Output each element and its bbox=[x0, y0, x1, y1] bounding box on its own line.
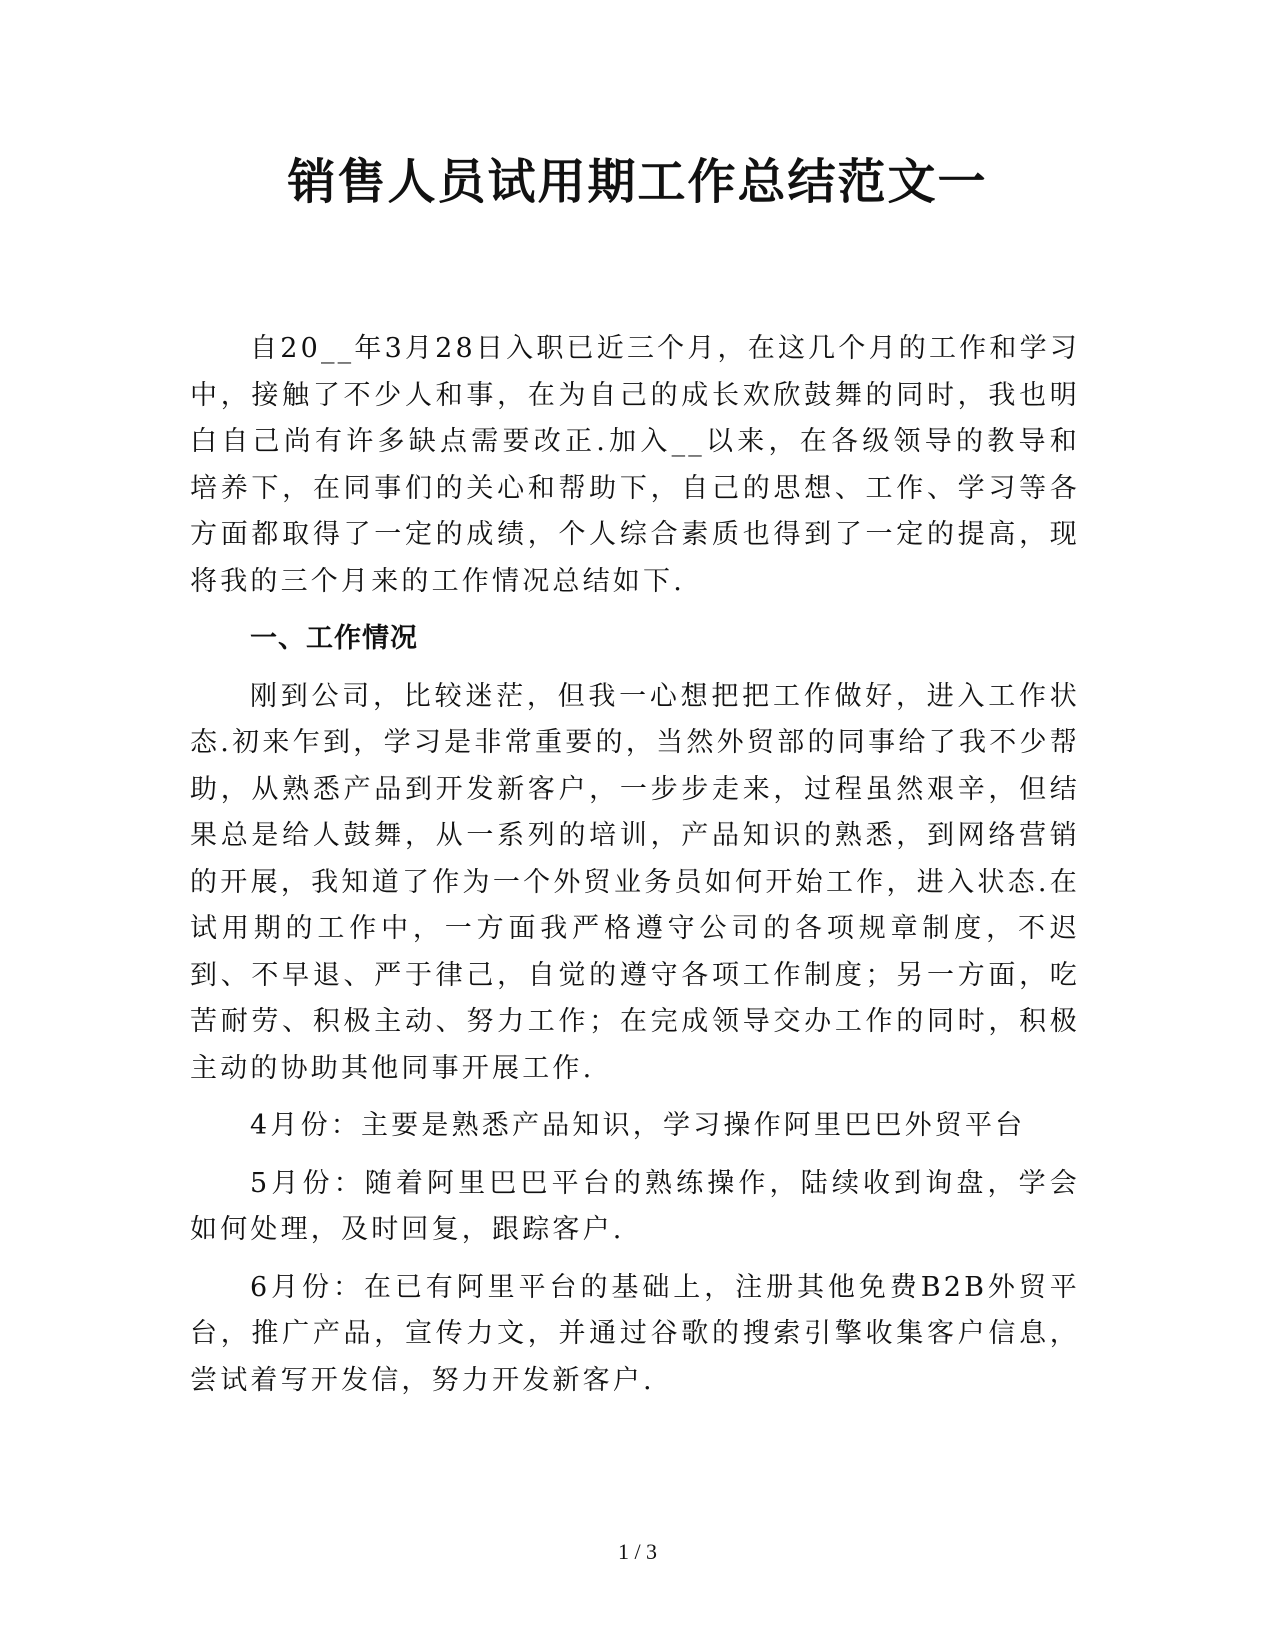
section-heading-work-status: 一、工作情况 bbox=[250, 623, 418, 654]
work-status-paragraph: 刚到公司，比较迷茫，但我一心想把把工作做好，进入工作状态.初来乍到，学习是非常重要的，当然外贸部的同事给了我不少帮助，从熟悉产品到开发新客户，一步步走来，过程虽然艰辛，但结果总是给人鼓舞，从一系列的培训，产品知识的熟悉，到网络营销的开展，我知道了作为一个外贸业务员如何开始工作，进入状态.在试用期的工作中，一方面我严格遵守公司的各项规章制度，不迟到、不早退、严于律己，自觉的遵守各项工作制度；另一方面，吃苦耐劳、积极主动、努力工作；在完成领导交办工作的同时，积极主动的协助其他同事开展工作. bbox=[190, 680, 1080, 1084]
intro-paragraph: 自20__年3月28日入职已近三个月，在这几个月的工作和学习中，接触了不少人和事，在为自己的成长欢欣鼓舞的同时，我也明白自己尚有许多缺点需要改正.加入__以来，在各级领导的教导和培养下，在同事们的关心和帮助下，自己的思想、工作、学习等各方面都取得了一定的成绩，个人综合素质也得到了一定的提高，现将我的三个月来的工作情况总结如下. bbox=[190, 333, 1080, 597]
april-paragraph: 4月份：主要是熟悉产品知识，学习操作阿里巴巴外贸平台 bbox=[250, 1110, 1026, 1141]
may-paragraph: 5月份：随着阿里巴巴平台的熟练操作，陆续收到询盘，学会如何处理，及时回复，跟踪客户. bbox=[190, 1167, 1080, 1245]
page-number: 1 / 3 bbox=[617, 1539, 658, 1564]
document-body bbox=[190, 326, 1080, 1415]
june-paragraph: 6月份：在已有阿里平台的基础上，注册其他免费B2B外贸平台，推广产品，宣传力文，并通过谷歌的搜索引擎收集客户信息，尝试着写开发信，努力开发新客户. bbox=[190, 1271, 1080, 1396]
document-title: 销售人员试用期工作总结范文一 bbox=[287, 154, 988, 210]
